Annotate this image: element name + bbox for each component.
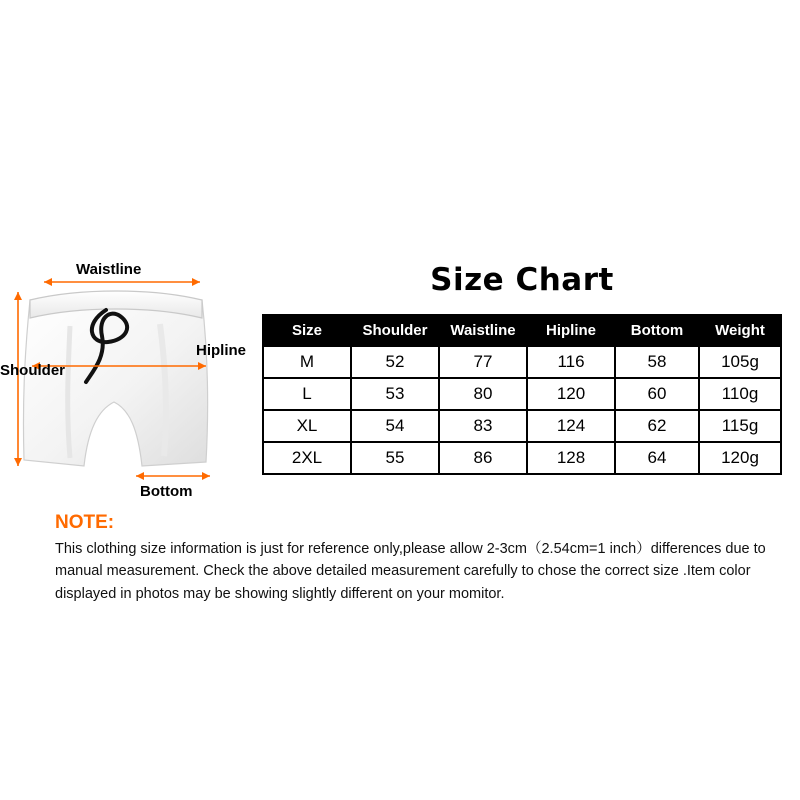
bottom-arrow [136, 472, 210, 480]
cell-size: L [263, 378, 351, 410]
shorts-body [23, 300, 207, 466]
column-header-weight: Weight [699, 315, 781, 346]
table-row [263, 378, 781, 410]
cell-weight: 105g [699, 346, 781, 378]
chart-title: Size Chart [430, 262, 614, 298]
table-row [263, 410, 781, 442]
column-header-hipline: Hipline [527, 315, 615, 346]
cell-bottom: 58 [615, 346, 699, 378]
cell-hipline: 116 [527, 346, 615, 378]
column-header-shoulder: Shoulder [351, 315, 439, 346]
cell-bottom: 60 [615, 378, 699, 410]
cell-hipline: 128 [527, 442, 615, 474]
column-header-size: Size [263, 315, 351, 346]
cell-waistline: 77 [439, 346, 527, 378]
cell-size: M [263, 346, 351, 378]
cell-waistline: 80 [439, 378, 527, 410]
column-header-waistline: Waistline [439, 315, 527, 346]
cell-shoulder: 52 [351, 346, 439, 378]
bottom-label: Bottom [140, 483, 193, 500]
size-chart-table [262, 314, 782, 475]
cell-bottom: 62 [615, 410, 699, 442]
column-header-bottom: Bottom [615, 315, 699, 346]
note-heading: NOTE: [55, 512, 115, 533]
shorts-illustration [10, 270, 240, 490]
table-row [263, 442, 781, 474]
product-figure [0, 245, 250, 505]
cell-size: XL [263, 410, 351, 442]
shoulder-label: Shoulder [0, 362, 66, 379]
note-block [55, 512, 787, 605]
cell-hipline: 124 [527, 410, 615, 442]
shoulder-arrow [14, 292, 22, 466]
cell-size: 2XL [263, 442, 351, 474]
waistline-arrow [44, 278, 200, 286]
cell-shoulder: 53 [351, 378, 439, 410]
cell-hipline: 120 [527, 378, 615, 410]
cell-bottom: 64 [615, 442, 699, 474]
cell-weight: 110g [699, 378, 781, 410]
cell-waistline: 83 [439, 410, 527, 442]
cell-shoulder: 55 [351, 442, 439, 474]
cell-shoulder: 54 [351, 410, 439, 442]
cell-waistline: 86 [439, 442, 527, 474]
hipline-label: Hipline [196, 342, 247, 359]
table-row [263, 346, 781, 378]
waistline-label: Waistline [76, 261, 142, 278]
table-header-row [263, 315, 781, 346]
cell-weight: 120g [699, 442, 781, 474]
note-text: This clothing size information is just for reference only,please allow 2-3cm（2.54cm=1 inch）differences due to manual measurement. Check the above detailed measurement carefully to chose the correct size .Item color displayed in photos may be showing slightly different on your momitor. [55, 541, 766, 602]
size-chart-block [262, 262, 782, 475]
cell-weight: 115g [699, 410, 781, 442]
